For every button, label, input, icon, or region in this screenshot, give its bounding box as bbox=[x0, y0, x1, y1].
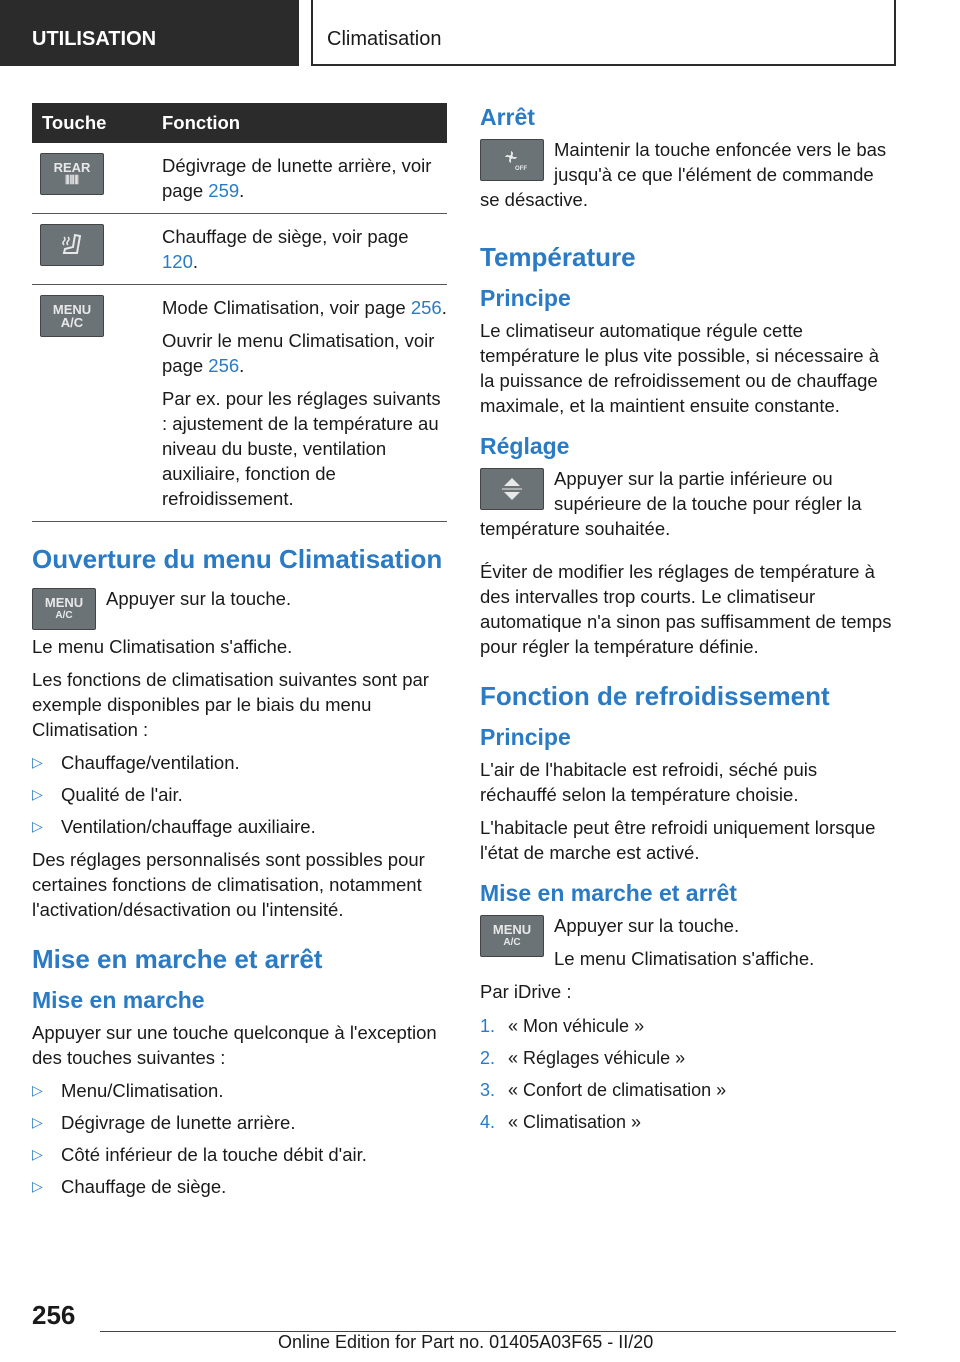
header-section: UTILISATION bbox=[0, 0, 299, 66]
paragraph: Par iDrive : bbox=[480, 981, 572, 1002]
temperature-rocker-icon bbox=[480, 468, 544, 510]
section-title: Mise en marche et arrêt bbox=[32, 944, 323, 974]
list-item: ▷ Menu/Climatisation. bbox=[32, 1078, 447, 1103]
left-column bbox=[32, 103, 447, 1207]
table-row bbox=[32, 143, 447, 214]
rear-defrost-key-icon: REAR ⫼⫼⫼ bbox=[40, 153, 104, 195]
paragraph: L'habitacle peut être refroidi uniquement lorsque l'état de marche est activé. bbox=[480, 817, 876, 863]
table-row-text: Mode Climatisation, voir page 256. bbox=[162, 297, 447, 318]
svg-text:OFF: OFF bbox=[515, 166, 527, 172]
menu-ac-button-icon: MENU A/C bbox=[32, 588, 96, 630]
subsection-title: Principe bbox=[480, 285, 571, 311]
edition-note: Online Edition for Part no. 01405A03F65 - II/20 bbox=[278, 1332, 654, 1352]
section-title: Ouverture du menu Climatisation bbox=[32, 544, 443, 574]
subsection-title: Réglage bbox=[480, 433, 570, 459]
page-link[interactable]: 120 bbox=[162, 251, 193, 272]
list-item: ▷ Chauffage de siège. bbox=[32, 1174, 447, 1199]
exception-list bbox=[32, 1078, 447, 1199]
paragraph: Le menu Climatisation s'affiche. bbox=[554, 948, 815, 969]
paragraph: Les fonctions de climatisation suivantes sont par exemple disponibles par le biais du menu Climatisation : bbox=[32, 669, 429, 740]
paragraph: Maintenir la touche enfoncée vers le bas jusqu'à ce que l'élément de commande se désactive. bbox=[480, 139, 887, 210]
table-row-text: Dégivrage de lunette arrière, voir page 259. bbox=[162, 155, 432, 201]
fan-off-button-icon bbox=[480, 139, 544, 181]
menu-ac-key-icon: MENU A/C bbox=[40, 295, 104, 337]
list-item: ▷ Chauffage/ventilation. bbox=[32, 750, 447, 775]
paragraph: Appuyer sur la partie inférieure ou supérieure de la touche pour régler la température souhaitée. bbox=[480, 468, 862, 539]
subsection-title: Arrêt bbox=[480, 104, 535, 130]
table-header-key: Touche bbox=[32, 103, 152, 143]
list-item: 2. « Réglages véhicule » bbox=[480, 1048, 686, 1068]
list-item: 1. « Mon véhicule » bbox=[480, 1016, 645, 1036]
list-item: ▷ Côté inférieur de la touche débit d'air. bbox=[32, 1142, 447, 1167]
list-item: ▷ Dégivrage de lunette arrière. bbox=[32, 1110, 447, 1135]
list-item: ▷ Qualité de l'air. bbox=[32, 782, 447, 807]
subsection-title: Principe bbox=[480, 724, 571, 750]
table-row bbox=[32, 214, 447, 285]
table-header-function: Fonction bbox=[152, 103, 447, 143]
list-item: 3. « Confort de climatisation » bbox=[480, 1080, 727, 1100]
button-instruction: Appuyer sur la touche. bbox=[106, 588, 292, 609]
paragraph: Appuyer sur la touche. bbox=[554, 915, 740, 936]
table-row-text: Par ex. pour les réglages suivants : ajustement de la température au niveau du buste, ventilation auxiliaire, fonction de refroidissement. bbox=[162, 388, 441, 509]
idrive-steps bbox=[480, 1014, 896, 1135]
defrost-lines-icon: ⫼⫼⫼ bbox=[65, 175, 79, 186]
paragraph: Le menu Climatisation s'affiche. bbox=[32, 636, 293, 657]
page-link[interactable]: 256 bbox=[208, 355, 240, 376]
seat-heating-key-icon bbox=[40, 224, 104, 266]
subsection-title: Mise en marche bbox=[32, 987, 205, 1013]
paragraph: Le climatiseur automatique régule cette température le plus vite possible, si nécessaire à la puissance de refroidissement ou de chauffage maximale, et la maintient ensuite constante. bbox=[480, 320, 879, 416]
list-item: 4. « Climatisation » bbox=[480, 1112, 642, 1132]
section-title: Température bbox=[480, 242, 636, 272]
paragraph: Appuyer sur une touche quelconque à l'exception des touches suivantes : bbox=[32, 1022, 437, 1068]
section-title: Fonction de refroidissement bbox=[480, 681, 830, 711]
fan-off-icon bbox=[497, 148, 527, 172]
list-item: ▷ Ventilation/chauffage auxiliaire. bbox=[32, 814, 447, 839]
table-row bbox=[32, 285, 447, 522]
paragraph: Éviter de modifier les réglages de température à des intervalles trop courts. Le climatiseur automatique n'a sinon pas suffisamment de temps pour régler la température définie. bbox=[480, 561, 892, 657]
header-chapter: Climatisation bbox=[311, 0, 896, 66]
page-link[interactable]: 259 bbox=[208, 180, 240, 201]
paragraph: L'air de l'habitacle est refroidi, séché puis réchauffé selon la température choisie. bbox=[480, 759, 818, 805]
paragraph: Des réglages personnalisés sont possibles pour certaines fonctions de climatisation, notamment l'activation/désactivation ou l'intensité. bbox=[32, 849, 425, 920]
function-list bbox=[32, 750, 447, 839]
up-down-arrows-icon bbox=[500, 474, 524, 504]
page-link[interactable]: 256 bbox=[410, 297, 442, 318]
table-row-text: Ouvrir le menu Climatisation, voir page 256. bbox=[162, 330, 435, 376]
menu-ac-button-icon: MENU A/C bbox=[480, 915, 544, 957]
right-column bbox=[480, 103, 896, 1145]
keys-table bbox=[32, 103, 447, 522]
seat-heat-icon bbox=[59, 232, 85, 258]
table-row-text: Chauffage de siège, voir page 120. bbox=[162, 226, 409, 272]
page-number: 256 bbox=[32, 1300, 76, 1330]
subsection-title: Mise en marche et arrêt bbox=[480, 880, 737, 906]
